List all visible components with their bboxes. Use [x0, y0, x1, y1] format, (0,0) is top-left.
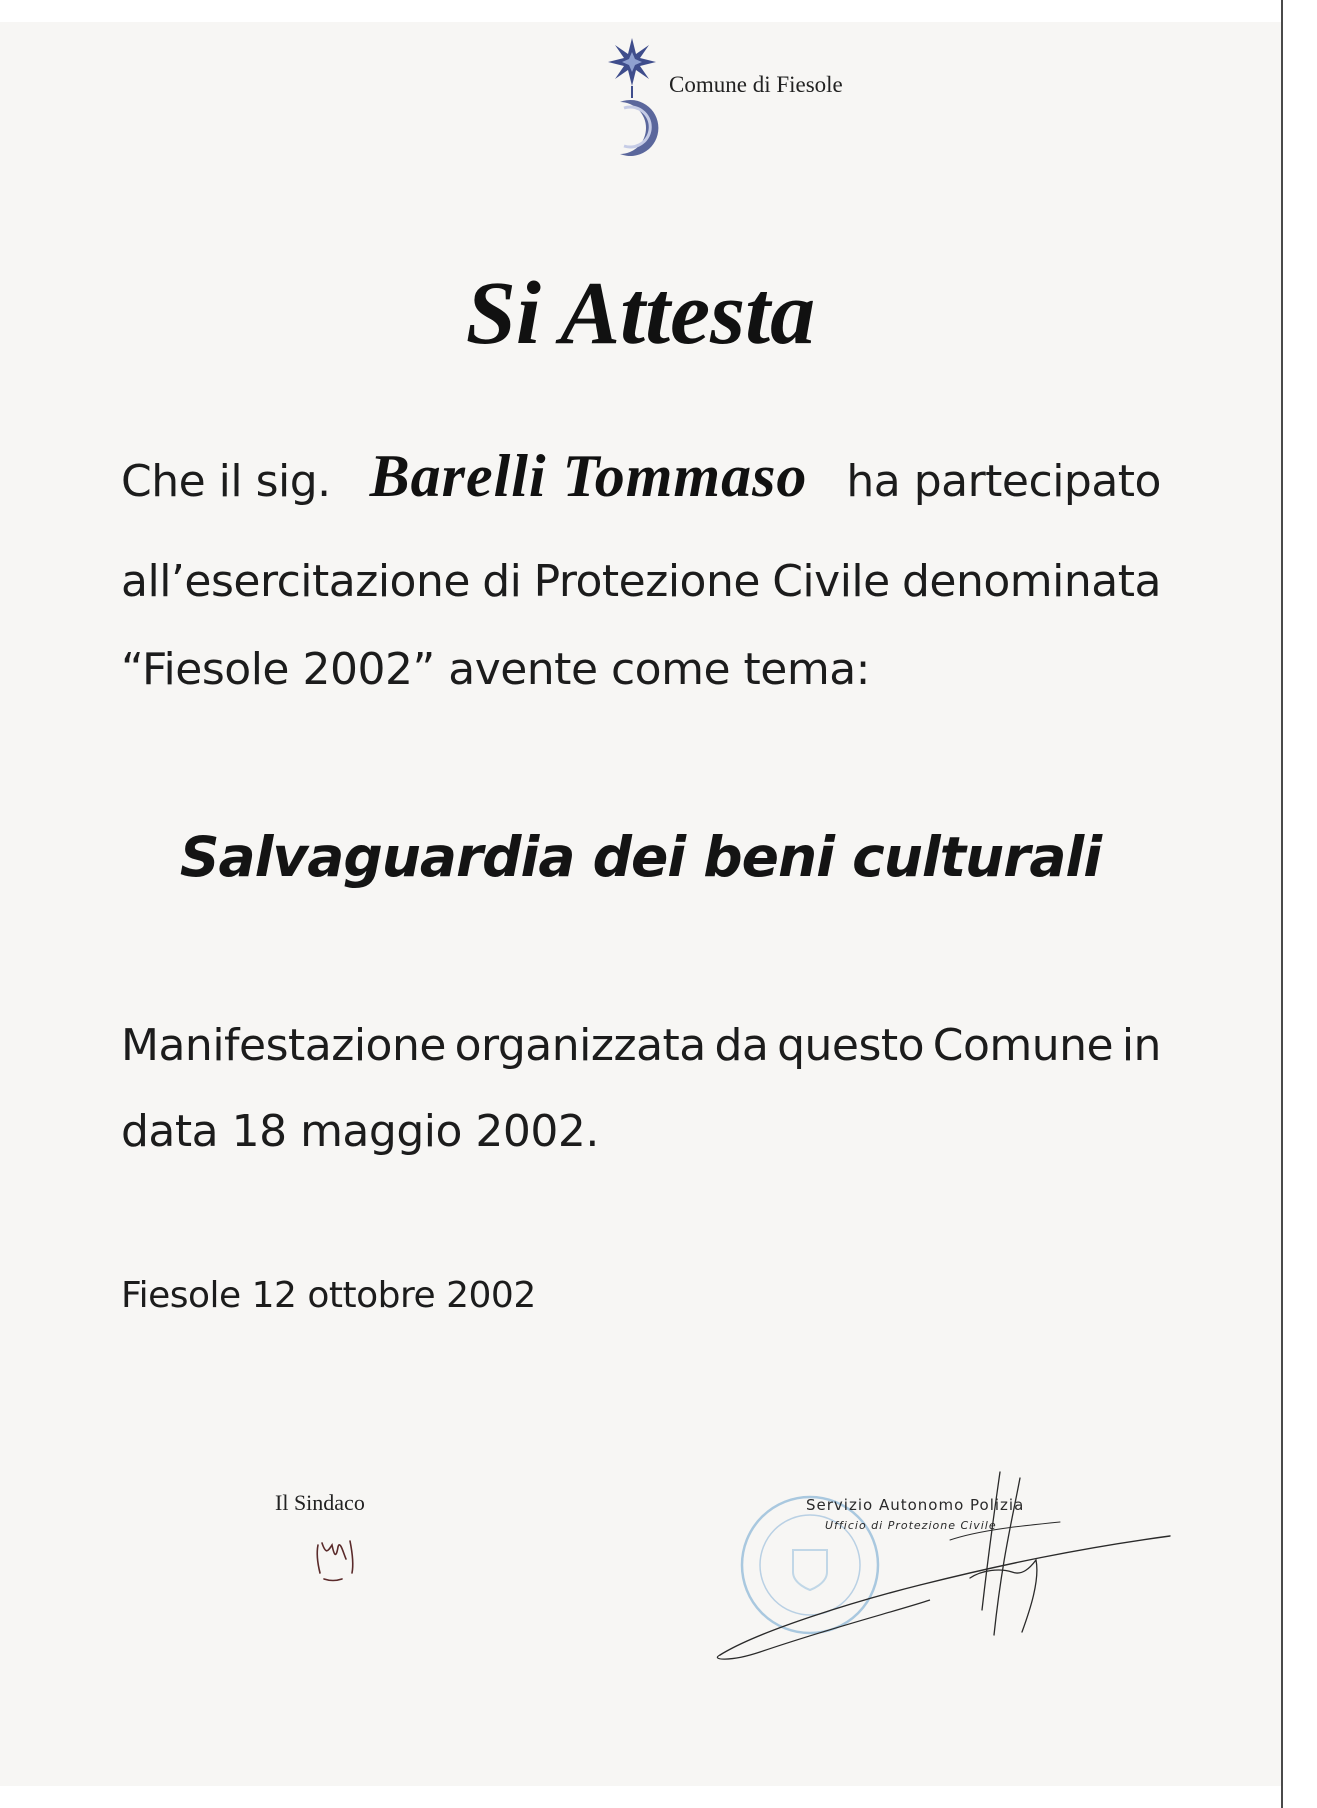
line2-word: di [482, 556, 522, 607]
scan-right-edge [1281, 0, 1317, 1808]
official-signature-icon [700, 1460, 1180, 1670]
line4-word: organizzata [454, 1020, 706, 1071]
person-name: Barelli Tommaso [369, 443, 808, 509]
line4-word: da [714, 1020, 769, 1071]
line1-suffix: ha partecipato [846, 456, 1161, 507]
scan-bottom-edge [0, 1786, 1281, 1808]
statement-line-3: “Fiesole 2002” avente come tema: [121, 644, 870, 695]
line4-word: Comune [932, 1020, 1114, 1071]
place-and-date: Fiesole 12 ottobre 2002 [121, 1275, 536, 1316]
line4-word: in [1121, 1020, 1161, 1071]
line1-prefix: Che il sig. [121, 456, 331, 507]
line2-word: all’esercitazione [121, 556, 470, 607]
fiesole-star-moon-emblem-icon [600, 36, 680, 160]
organization-name: Comune di Fiesole [669, 72, 843, 97]
statement-line-2 [121, 556, 1161, 607]
civil-protection-unit: Ufficio di Protezione Civile [825, 1519, 997, 1532]
mayor-signature-icon [310, 1525, 380, 1595]
line4-word: Manifestazione [121, 1020, 446, 1071]
scan-top-edge [0, 0, 1281, 22]
certificate-title: Si Attesta [465, 264, 816, 363]
line2-word: Civile [772, 556, 890, 607]
exercise-theme: Salvaguardia dei beni culturali [179, 825, 1102, 889]
line2-word: Protezione [533, 556, 760, 607]
organization-line [121, 1020, 1161, 1071]
line2-word: denominata [901, 556, 1161, 607]
police-office-name: Servizio Autonomo Polizia [806, 1496, 1025, 1514]
statement-line-1 [121, 442, 1161, 511]
event-date-line: data 18 maggio 2002. [121, 1106, 599, 1157]
line4-word: questo [777, 1020, 925, 1071]
mayor-label: Il Sindaco [275, 1490, 365, 1515]
